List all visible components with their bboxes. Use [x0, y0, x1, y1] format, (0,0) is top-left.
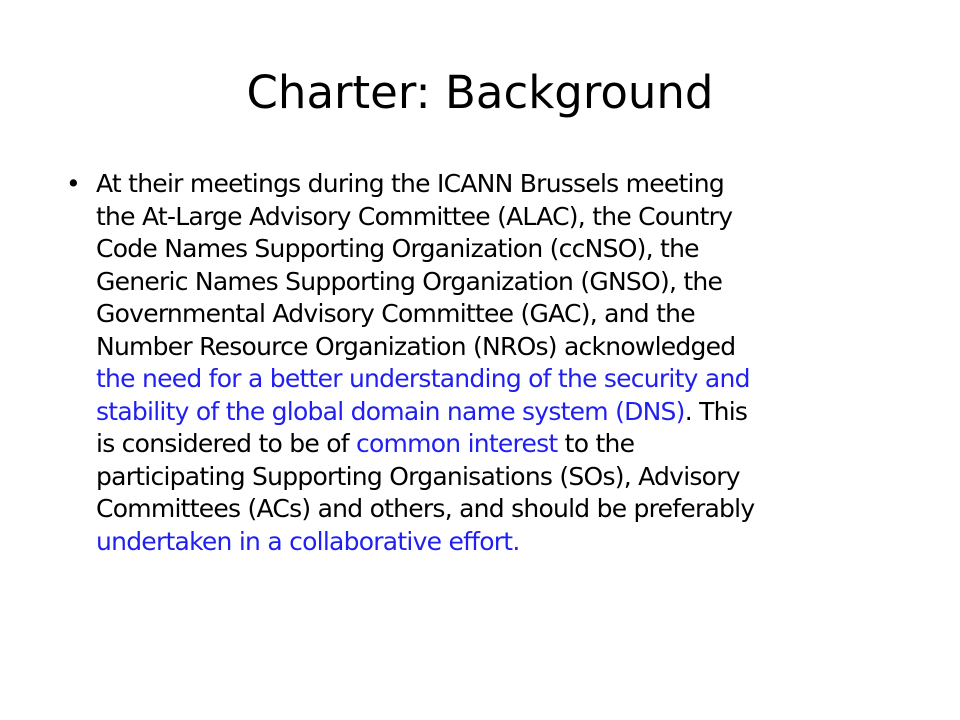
body-text: is considered to be of — [96, 429, 356, 458]
body-text: . This — [684, 396, 748, 426]
bullet-text-line — [96, 428, 912, 461]
highlighted-text: common interest — [355, 429, 558, 458]
slide-title: Charter: Background — [246, 66, 714, 119]
body-text: the At-Large Advisory Committee (ALAC), the Country — [96, 201, 733, 231]
body-text: Governmental Advisory Committee (GAC), and the — [96, 299, 695, 328]
bullet-text — [96, 168, 912, 558]
bullet-text-line — [96, 233, 912, 266]
bullet-list — [66, 168, 912, 558]
bullet-text-line — [96, 298, 912, 331]
highlighted-text: stability of the global domain name system (DNS) — [96, 396, 685, 426]
bullet-text-line — [96, 168, 912, 201]
bullet-text-line — [96, 331, 912, 364]
body-text: Code Names Supporting Organization (ccNSO), the — [96, 234, 699, 263]
bullet-text-line — [96, 363, 912, 396]
bullet-text-line — [96, 201, 912, 234]
body-text: Number Resource Organization (NROs) acknowledged — [96, 331, 736, 361]
highlighted-text: the need for a better understanding of the security and — [96, 364, 750, 393]
body-text: to the — [557, 429, 635, 458]
body-text: participating Supporting Organisations (SOs), Advisory — [96, 461, 740, 491]
bullet-text-line — [96, 461, 912, 494]
bullet-text-line — [96, 266, 912, 299]
body-text: At their meetings during the ICANN Brussels meeting — [96, 169, 724, 198]
highlighted-text: undertaken in a collaborative effort. — [96, 526, 520, 556]
body-text: Committees (ACs) and others, and should be preferably — [96, 494, 755, 523]
bullet-text-line — [96, 526, 912, 559]
body-text: Generic Names Supporting Organization (GNSO), the — [96, 266, 723, 296]
bullet-text-line — [96, 493, 912, 526]
bullet-item — [66, 168, 912, 558]
bullet-text-line — [96, 396, 912, 429]
bullet-dot-icon: • — [66, 169, 80, 198]
